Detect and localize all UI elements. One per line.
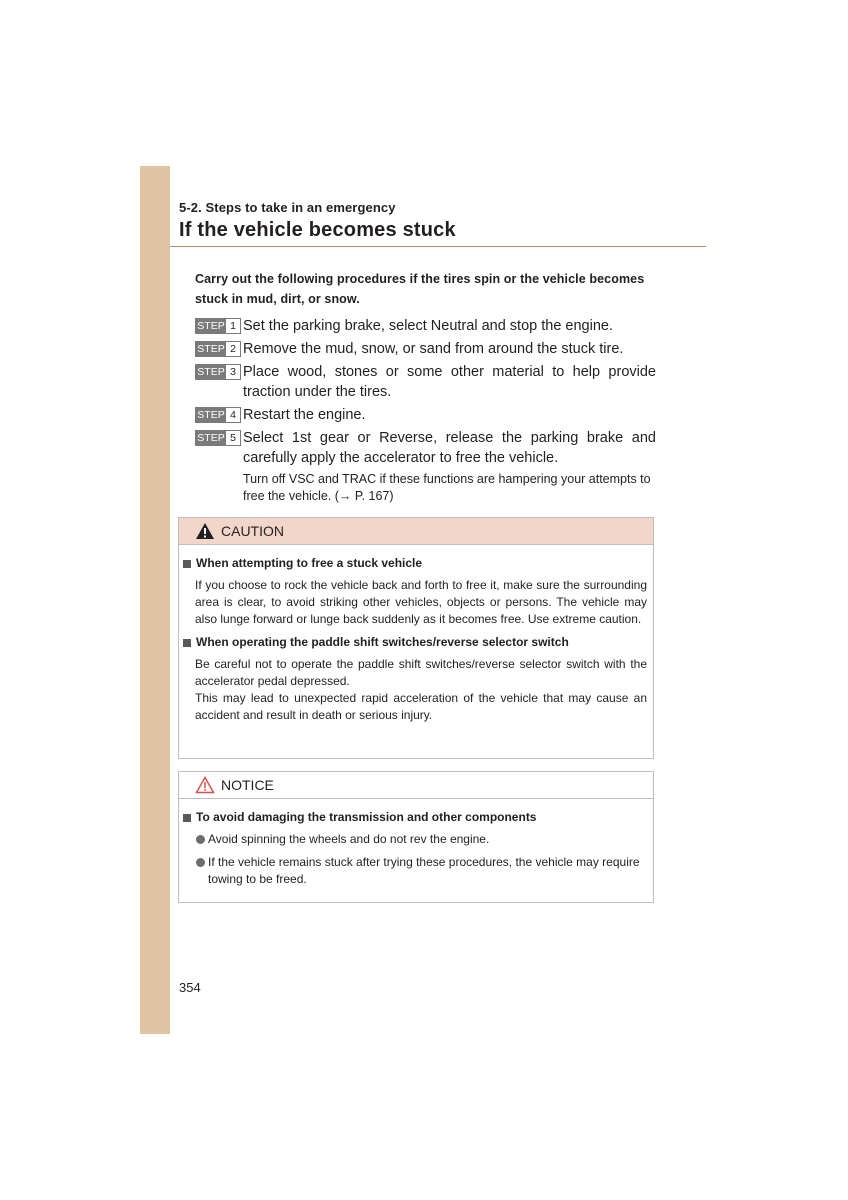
square-bullet-icon <box>183 814 191 822</box>
step-item <box>195 405 656 425</box>
notice-header <box>179 772 653 799</box>
bullet-dot-icon <box>196 835 205 844</box>
square-bullet-icon <box>183 560 191 568</box>
list-item: Avoid spinning the wheels and do not rev the engine. <box>183 831 647 848</box>
caution-box <box>178 517 654 759</box>
caution-subheading: When attempting to free a stuck vehicle <box>183 555 647 572</box>
notice-body <box>179 799 653 888</box>
caution-section <box>183 634 647 724</box>
caution-section <box>183 555 647 628</box>
notice-triangle-icon <box>195 776 215 794</box>
notice-label: NOTICE <box>221 777 274 793</box>
step-text: Restart the engine. <box>243 407 366 423</box>
step-item <box>195 316 656 336</box>
caution-header <box>179 518 653 545</box>
step-note: Turn off VSC and TRAC if these functions are hampering your attempts to free the vehicle. (→ P. 167) <box>243 472 651 503</box>
step-badge: STEP 4 <box>195 407 241 423</box>
step-item <box>195 339 656 359</box>
step-badge: STEP 2 <box>195 341 241 357</box>
step-text: Remove the mud, snow, or sand from around the stuck tire. <box>243 341 624 357</box>
step-text: Set the parking brake, select Neutral and stop the engine. <box>243 318 613 334</box>
notice-subheading: To avoid damaging the transmission and other components <box>183 809 647 826</box>
step-badge: STEP 3 <box>195 364 241 380</box>
step-list <box>195 316 656 508</box>
bullet-dot-icon <box>196 858 205 867</box>
caution-paragraph: Be careful not to operate the paddle shift switches/reverse selector switch with the accelerator pedal depressed. <box>195 657 647 688</box>
step-text: Place wood, stones or some other material to help provide traction under the tires. <box>243 364 656 400</box>
step-text: Select 1st gear or Reverse, release the parking brake and carefully apply the accelerator to free the vehicle. <box>243 430 656 466</box>
step-item <box>195 362 656 402</box>
chapter-side-tab <box>140 166 170 1034</box>
caution-subheading: When operating the paddle shift switches/reverse selector switch <box>183 634 647 651</box>
step-item <box>195 428 656 505</box>
page-title: If the vehicle becomes stuck <box>179 219 456 241</box>
caution-label: CAUTION <box>221 523 284 539</box>
page-number: 354 <box>179 980 201 995</box>
caution-paragraph: This may lead to unexpected rapid acceleration of the vehicle that may cause an accident and result in death or serious injury. <box>195 691 647 722</box>
intro-paragraph: Carry out the following procedures if the tires spin or the vehicle becomes stuck in mud, dirt, or snow. <box>195 272 645 306</box>
notice-box <box>178 771 654 903</box>
title-divider <box>170 246 706 247</box>
step-badge: STEP 1 <box>195 318 241 334</box>
caution-body <box>179 545 653 724</box>
list-item: If the vehicle remains stuck after trying these procedures, the vehicle may require towing to be freed. <box>183 854 647 888</box>
warning-triangle-icon <box>195 522 215 540</box>
section-label: 5-2. Steps to take in an emergency <box>179 200 396 215</box>
caution-paragraph: If you choose to rock the vehicle back and forth to free it, make sure the surrounding area is clear, to avoid striking other vehicles, objects or persons. The vehicle may also lunge forward or lunge back suddenly as it becomes free. Use extreme caution. <box>195 578 647 626</box>
step-badge: STEP 5 <box>195 430 241 446</box>
square-bullet-icon <box>183 639 191 647</box>
